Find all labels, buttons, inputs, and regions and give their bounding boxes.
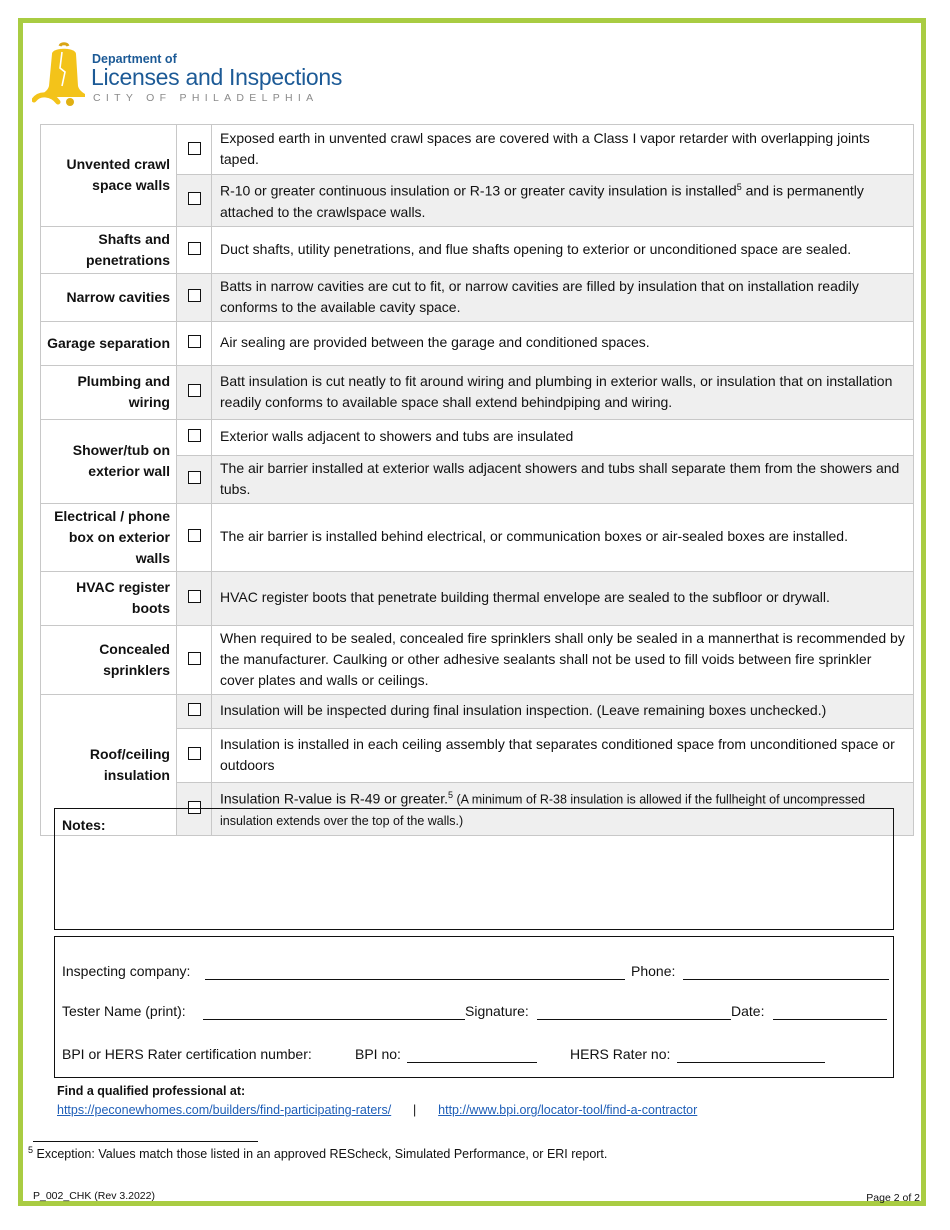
footnote-ref: 5 <box>736 182 742 192</box>
checkbox[interactable] <box>188 429 201 442</box>
dept-line: Department of <box>92 52 177 66</box>
checkbox[interactable] <box>188 142 201 155</box>
checkbox-cell <box>177 365 212 419</box>
item-text <box>212 694 914 728</box>
item-text <box>212 321 914 365</box>
category-label: Plumbing and wiring <box>41 365 177 419</box>
checkbox-cell <box>177 503 212 571</box>
item-text <box>212 455 914 503</box>
item-main-text: HVAC register boots that penetrate building thermal envelope are sealed to the subfloor or drywall. <box>220 589 830 606</box>
checklist-row <box>41 321 914 365</box>
checklist-row <box>41 125 914 175</box>
category-label: HVAC register boots <box>41 571 177 625</box>
footnote-text: Exception: Values match those listed in an approved REScheck, Simulated Performance, or ERI report. <box>33 1147 608 1162</box>
footnote-rule <box>33 1141 258 1142</box>
tester-field[interactable] <box>203 1019 465 1020</box>
checklist-row <box>41 503 914 571</box>
checkbox[interactable] <box>188 747 201 760</box>
item-main-text: Batts in narrow cavities are cut to fit, or narrow cavities are filled by insulation that on installation readily conforms to the available cavity space. <box>220 277 859 315</box>
checkbox[interactable] <box>188 652 201 665</box>
checkbox-cell <box>177 125 212 175</box>
date-field[interactable] <box>773 1019 887 1020</box>
item-text <box>212 571 914 625</box>
checkbox[interactable] <box>188 703 201 716</box>
item-main-text: R-10 or greater continuous insulation or R-13 or greater cavity insulation is installed <box>220 182 737 199</box>
item-text <box>212 273 914 321</box>
checklist-row <box>41 273 914 321</box>
checkbox-cell <box>177 728 212 782</box>
checkbox-cell <box>177 571 212 625</box>
bpi-label: BPI no: <box>355 1046 401 1062</box>
item-main-text: Insulation R-value is R-49 or greater. <box>220 790 448 807</box>
checkbox[interactable] <box>188 384 201 397</box>
signature-label: Signature: <box>465 1003 529 1019</box>
footnote-ref: 5 <box>448 789 454 800</box>
checkbox-cell <box>177 625 212 694</box>
category-label: Roof/ceiling insulation <box>41 694 177 836</box>
checkbox-cell <box>177 419 212 455</box>
item-main-text: The air barrier installed at exterior walls adjacent showers and tubs shall separate them from the showers and tubs. <box>220 459 900 497</box>
item-main-text: When required to be sealed, concealed fire sprinklers shall only be sealed in a mannerthat is recommended by the manufacturer. Caulking or other adhesive sealants shall not be used to fill voids between fire sprinkler cover plates and walls or ceilings. <box>220 629 905 688</box>
bpi-link[interactable]: http://www.bpi.org/locator-tool/find-a-contractor <box>438 1103 698 1117</box>
checklist-row <box>41 571 914 625</box>
li-logo <box>32 42 362 108</box>
city-line: CITY OF PHILADELPHIA <box>93 92 319 104</box>
checkbox[interactable] <box>188 590 201 603</box>
checklist-row <box>41 365 914 419</box>
item-main-text: Air sealing are provided between the garage and conditioned spaces. <box>220 334 650 351</box>
category-label: Unvented crawl space walls <box>41 125 177 227</box>
item-continued-text: and is permanently attached to the crawlspace walls. <box>220 182 864 220</box>
checkbox-cell <box>177 175 212 227</box>
item-note-text: (A minimum of R-38 insulation is allowed if the fullheight of uncompressed insulation extends over the top of the walls.) <box>220 792 866 829</box>
checkbox-cell <box>177 455 212 503</box>
checkbox-cell <box>177 694 212 728</box>
item-main-text: Insulation is installed in each ceiling assembly that separates conditioned space from unconditioned space or outdoors <box>220 735 895 773</box>
item-main-text: Exterior walls adjacent to showers and tubs are insulated <box>220 428 574 445</box>
category-label: Narrow cavities <box>41 273 177 321</box>
item-text <box>212 226 914 273</box>
link-separator: | <box>413 1103 417 1117</box>
page-number: Page 2 of 2 <box>866 1192 920 1204</box>
hers-label: HERS Rater no: <box>570 1046 671 1062</box>
item-main-text: Insulation will be inspected during final insulation inspection. (Leave remaining boxes unchecked.) <box>220 702 827 719</box>
item-text <box>212 625 914 694</box>
category-label: Garage separation <box>41 321 177 365</box>
category-label: Shower/tub on exterior wall <box>41 419 177 503</box>
checkbox-cell <box>177 321 212 365</box>
item-main-text: The air barrier is installed behind electrical, or communication boxes or air-sealed boxes are installed. <box>220 528 848 545</box>
liberty-bell-icon <box>32 42 90 108</box>
checkbox[interactable] <box>188 471 201 484</box>
company-field[interactable] <box>205 979 625 980</box>
item-text <box>212 125 914 175</box>
checklist-row <box>41 419 914 455</box>
tester-label: Tester Name (print): <box>62 1003 186 1019</box>
category-label: Concealed sprinklers <box>41 625 177 694</box>
item-text <box>212 419 914 455</box>
signature-box <box>54 936 894 1078</box>
footnote <box>28 1145 607 1161</box>
bpi-field[interactable] <box>407 1062 537 1063</box>
pecone-link[interactable]: https://peconewhomes.com/builders/find-participating-raters/ <box>57 1103 392 1117</box>
item-text <box>212 728 914 782</box>
phone-field[interactable] <box>683 979 889 980</box>
category-label: Electrical / phone box on exterior walls <box>41 503 177 571</box>
notes-box[interactable] <box>54 808 894 930</box>
checkbox-cell <box>177 273 212 321</box>
checkbox-cell <box>177 226 212 273</box>
category-label: Shafts and penetrations <box>41 226 177 273</box>
checkbox[interactable] <box>188 242 201 255</box>
checkbox[interactable] <box>188 289 201 302</box>
checklist-row <box>41 226 914 273</box>
checkbox[interactable] <box>188 335 201 348</box>
item-text <box>212 503 914 571</box>
signature-field[interactable] <box>537 1019 731 1020</box>
item-text <box>212 175 914 227</box>
item-main-text: Duct shafts, utility penetrations, and flue shafts opening to exterior or unconditioned space are sealed. <box>220 240 852 257</box>
checklist-table <box>40 124 914 836</box>
checklist-row <box>41 625 914 694</box>
company-label: Inspecting company: <box>62 963 191 979</box>
footnote-mark: 5 <box>28 1145 34 1155</box>
checkbox[interactable] <box>188 192 201 205</box>
notes-label: Notes: <box>62 817 106 833</box>
phone-label: Phone: <box>631 963 676 979</box>
date-label: Date: <box>731 1003 765 1019</box>
checklist-row <box>41 694 914 728</box>
hers-field[interactable] <box>677 1062 825 1063</box>
item-main-text: Exposed earth in unvented crawl spaces are covered with a Class I vapor retarder with overlapping joints taped. <box>220 130 870 167</box>
form-id: P_002_CHK (Rev 3.2022) <box>33 1190 155 1202</box>
item-main-text: Batt insulation is cut neatly to fit around wiring and plumbing in exterior walls, or insulation that on installation readily conforms to available space shall extend behindpiping and wiring. <box>220 372 893 410</box>
cert-label: BPI or HERS Rater certification number: <box>62 1046 312 1062</box>
item-text <box>212 365 914 419</box>
links-row <box>57 1103 697 1117</box>
checkbox[interactable] <box>188 529 201 542</box>
find-label: Find a qualified professional at: <box>57 1084 246 1098</box>
dept-title: Licenses and Inspections <box>91 64 343 90</box>
